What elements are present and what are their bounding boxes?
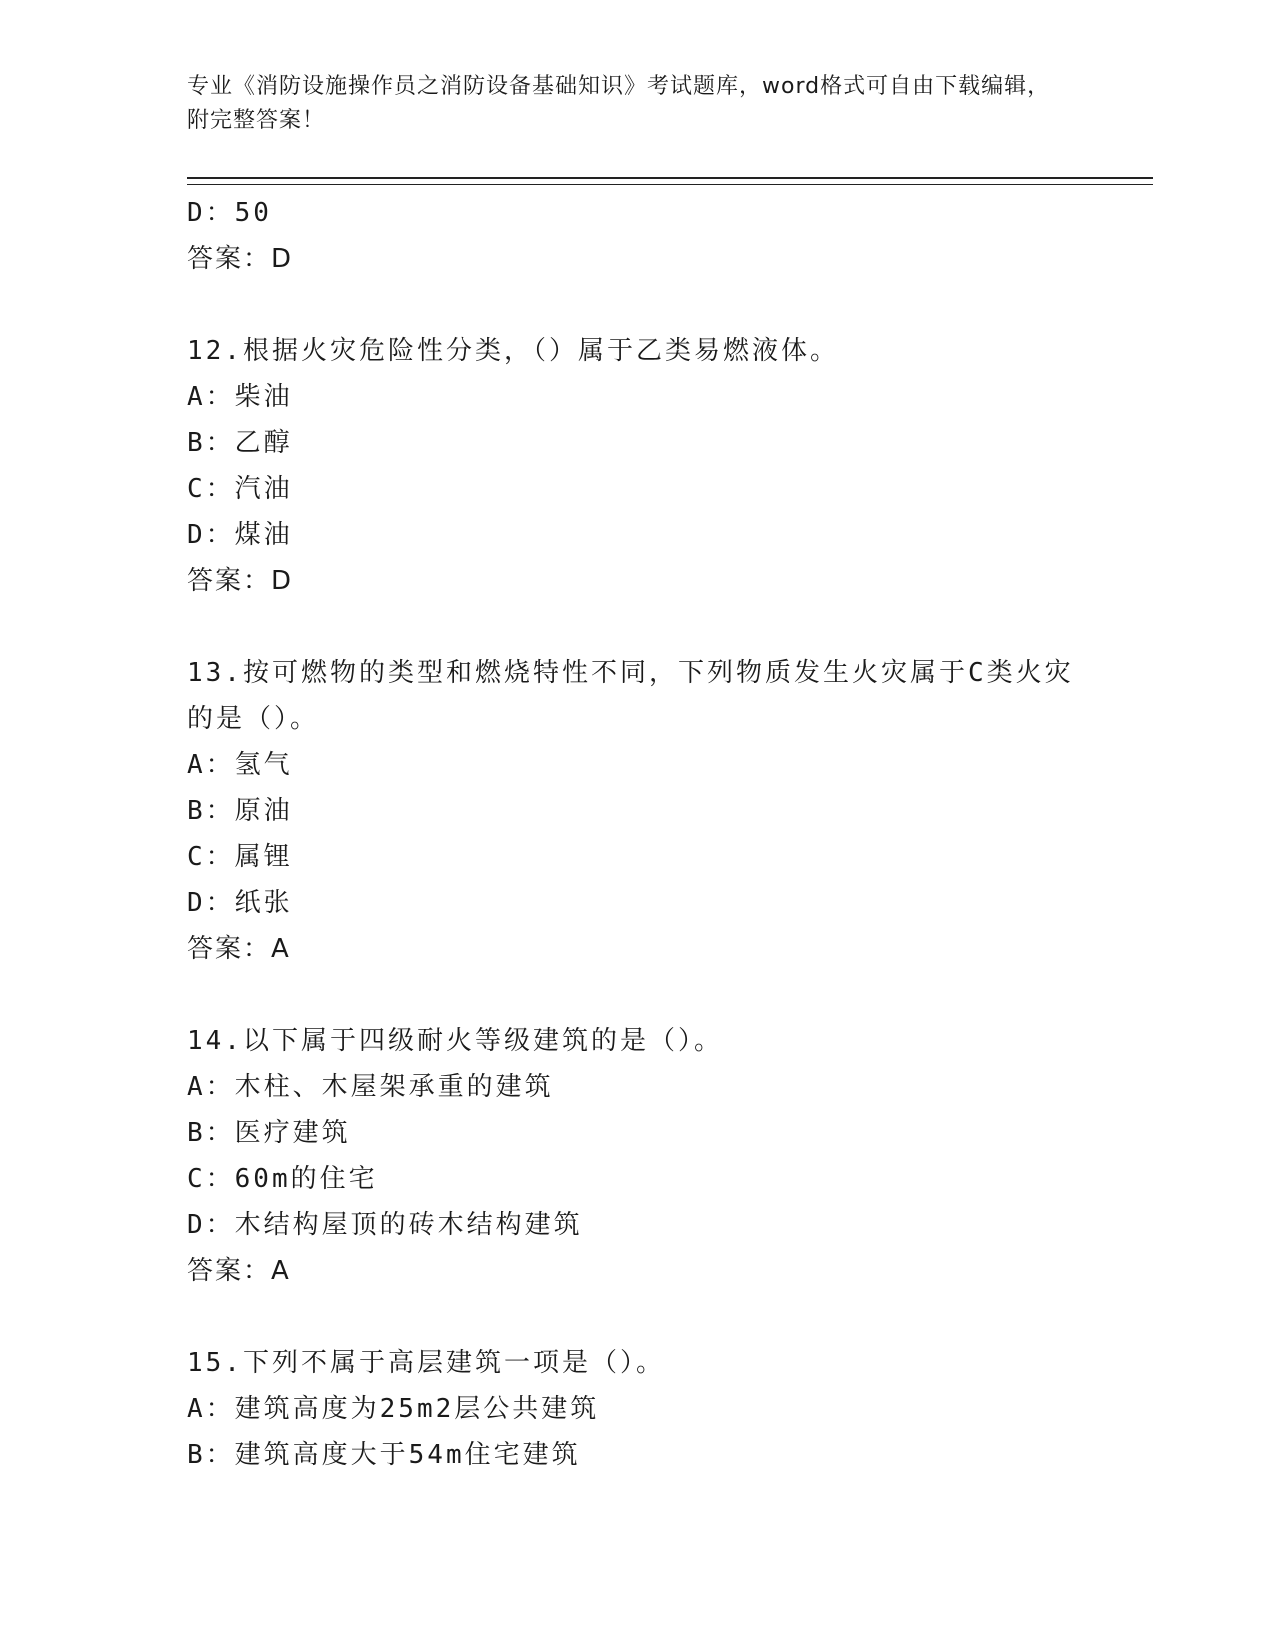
answer: 答案：D	[187, 244, 294, 274]
option-a: A：氢气	[187, 750, 293, 780]
answer: 答案：A	[187, 1256, 291, 1286]
question-15	[187, 1340, 1087, 1478]
header-rule	[187, 177, 1153, 185]
answer: 答案：D	[187, 566, 294, 596]
option-a: A：建筑高度为25m2层公共建筑	[187, 1394, 600, 1424]
option-d: D：木结构屋顶的砖木结构建筑	[187, 1210, 583, 1240]
option-b: B：原油	[187, 796, 293, 826]
option-c: C：属锂	[187, 842, 293, 872]
option-a: A：木柱、木屋架承重的建筑	[187, 1072, 554, 1102]
option-d: D：50	[187, 198, 272, 228]
spacer	[187, 972, 1087, 1018]
answer: 答案：A	[187, 934, 291, 964]
question-text: 14.以下属于四级耐火等级建筑的是（）。	[187, 1026, 723, 1056]
option-b: B：建筑高度大于54m住宅建筑	[187, 1440, 581, 1470]
option-b: B：乙醇	[187, 428, 293, 458]
question-12	[187, 328, 1087, 604]
spacer	[187, 282, 1087, 328]
option-d: D：纸张	[187, 888, 293, 918]
question-text-line2: 的是（）。	[187, 704, 320, 734]
option-c: C：60m的住宅	[187, 1164, 378, 1194]
question-14	[187, 1018, 1087, 1294]
question-text: 15.下列不属于高层建筑一项是（）。	[187, 1348, 665, 1378]
option-a: A：柴油	[187, 382, 293, 412]
question-text: 12.根据火灾危险性分类，（）属于乙类易燃液体。	[187, 336, 839, 366]
question-13	[187, 650, 1087, 972]
option-b: B：医疗建筑	[187, 1118, 351, 1148]
question-text-line1: 13.按可燃物的类型和燃烧特性不同，下列物质发生火灾属于C类火灾	[187, 658, 1074, 688]
header-text: 专业《消防设施操作员之消防设备基础知识》考试题库，word格式可自由下载编辑，附完整答案！	[187, 74, 1051, 133]
spacer	[187, 1294, 1087, 1340]
option-d: D：煤油	[187, 520, 293, 550]
option-c: C：汽油	[187, 474, 293, 504]
page-header	[187, 70, 1067, 138]
spacer	[187, 604, 1087, 650]
question-list	[187, 190, 1087, 1478]
